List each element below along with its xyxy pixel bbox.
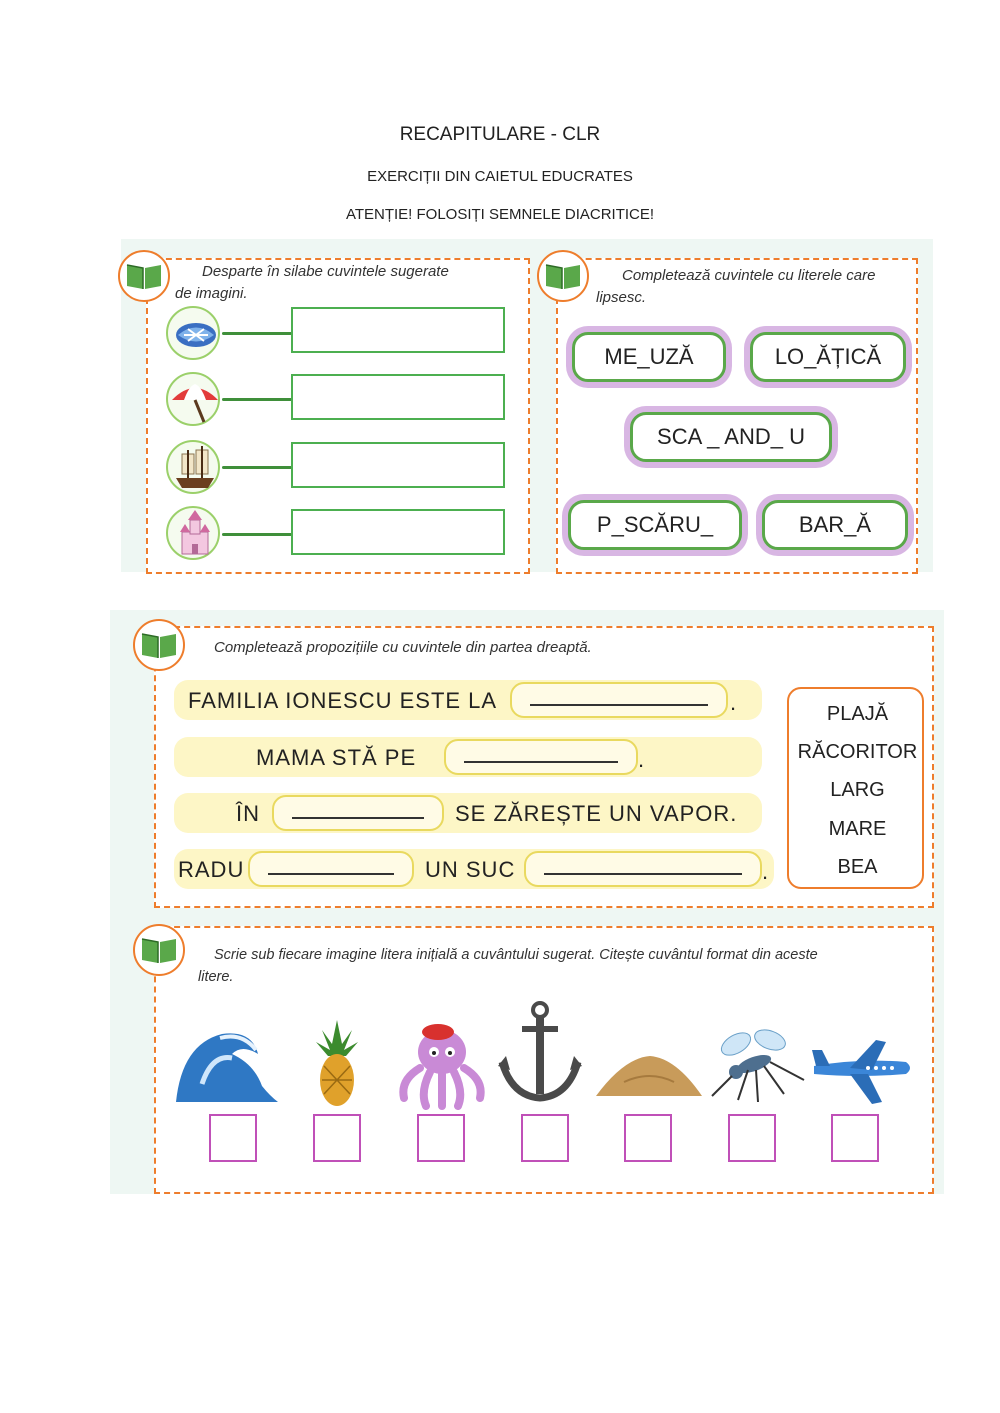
anchor-icon <box>498 1000 582 1109</box>
letter-answer-box[interactable] <box>313 1114 361 1162</box>
sentence-period: . <box>762 859 770 884</box>
word-label: SCA _ AND_ U <box>657 424 805 449</box>
pineapple-icon <box>312 1018 362 1113</box>
castle-icon <box>166 506 220 560</box>
vine <box>222 332 292 335</box>
exercise2-instruction-line2: lipsesc. <box>596 289 647 306</box>
missing-letters-word[interactable] <box>762 500 908 550</box>
sentence-blank[interactable] <box>510 682 728 718</box>
exercise4-instruction-line2: litere. <box>198 969 234 985</box>
word-bank-item[interactable]: RĂCORITOR <box>797 741 918 763</box>
letter-answer-box[interactable] <box>831 1114 879 1162</box>
page-note: ATENȚIE! FOLOSIȚI SEMNELE DIACRITICE! <box>345 206 655 223</box>
exercise1-instruction-line2: de imagini. <box>175 285 248 302</box>
book-icon <box>133 619 185 671</box>
wave-icon <box>172 1024 282 1111</box>
letter-answer-box[interactable] <box>521 1114 569 1162</box>
sand-icon <box>594 1052 704 1103</box>
page-subtitle: EXERCIȚII DIN CAIETUL EDUCRATES <box>367 168 633 185</box>
book-icon <box>133 924 185 976</box>
word-bank-item[interactable]: LARG <box>830 779 885 801</box>
missing-letters-word[interactable] <box>750 332 906 382</box>
word-bank-item[interactable]: MARE <box>828 818 887 840</box>
word-label: P_SCĂRU_ <box>596 512 714 537</box>
octopus-icon <box>390 1018 494 1115</box>
sentence-text: RADU <box>178 857 245 882</box>
sentence-text: MAMA STĂ PE <box>256 745 417 770</box>
letter-answer-box[interactable] <box>417 1114 465 1162</box>
missing-letters-word[interactable] <box>572 332 726 382</box>
sentence-text: UN SUC <box>425 857 516 882</box>
exercise1-instruction-line1: Desparte în silabe cuvintele sugerate <box>202 263 449 280</box>
missing-letters-word[interactable] <box>568 500 742 550</box>
exercise4-instruction-line1: Scrie sub fiecare imagine litera inițială a cuvântului sugerat. Citește cuvântul format din aceste <box>214 947 818 963</box>
sentence-blank[interactable] <box>272 795 444 831</box>
sentence-text: ÎN <box>236 801 260 826</box>
ship-icon <box>166 440 220 494</box>
sentence-period: . <box>638 747 646 772</box>
exercise2-instruction-line1: Completează cuvintele cu literele care <box>622 267 876 284</box>
vine <box>222 398 292 401</box>
vine <box>222 466 292 469</box>
sentence-text: SE ZĂREȘTE UN VAPOR. <box>455 801 738 826</box>
letter-answer-box[interactable] <box>624 1114 672 1162</box>
word-bank <box>787 687 924 889</box>
syllable-answer-field[interactable] <box>291 307 505 353</box>
sentence-period: . <box>730 690 738 715</box>
page-title: RECAPITULARE - CLR <box>399 124 601 145</box>
book-icon <box>118 250 170 302</box>
book-icon <box>537 250 589 302</box>
airplane-icon <box>810 1036 914 1113</box>
syllable-answer-field[interactable] <box>291 374 505 420</box>
exercise3-instruction: Completează propozițiile cu cuvintele din partea dreaptă. <box>214 639 592 656</box>
word-bank-item[interactable]: PLAJĂ <box>826 703 889 725</box>
word-bank-item[interactable]: BEA <box>837 856 878 878</box>
umbrella-icon <box>166 372 220 426</box>
sentence-blank[interactable] <box>444 739 638 775</box>
sentence-blank[interactable] <box>524 851 762 887</box>
syllable-answer-field[interactable] <box>291 442 505 488</box>
word-label: LO_ĂȚICĂ <box>774 344 882 369</box>
sentence-text: FAMILIA IONESCU ESTE LA <box>188 688 498 713</box>
vine <box>222 533 292 536</box>
shell-icon <box>166 306 220 360</box>
syllable-answer-field[interactable] <box>291 509 505 555</box>
word-label: BAR_Ă <box>798 512 872 537</box>
letter-answer-box[interactable] <box>728 1114 776 1162</box>
sentence-blank[interactable] <box>248 851 414 887</box>
letter-answer-box[interactable] <box>209 1114 257 1162</box>
word-label: ME_UZĂ <box>604 344 694 369</box>
missing-letters-word[interactable] <box>630 412 832 462</box>
mosquito-icon <box>708 1024 808 1109</box>
